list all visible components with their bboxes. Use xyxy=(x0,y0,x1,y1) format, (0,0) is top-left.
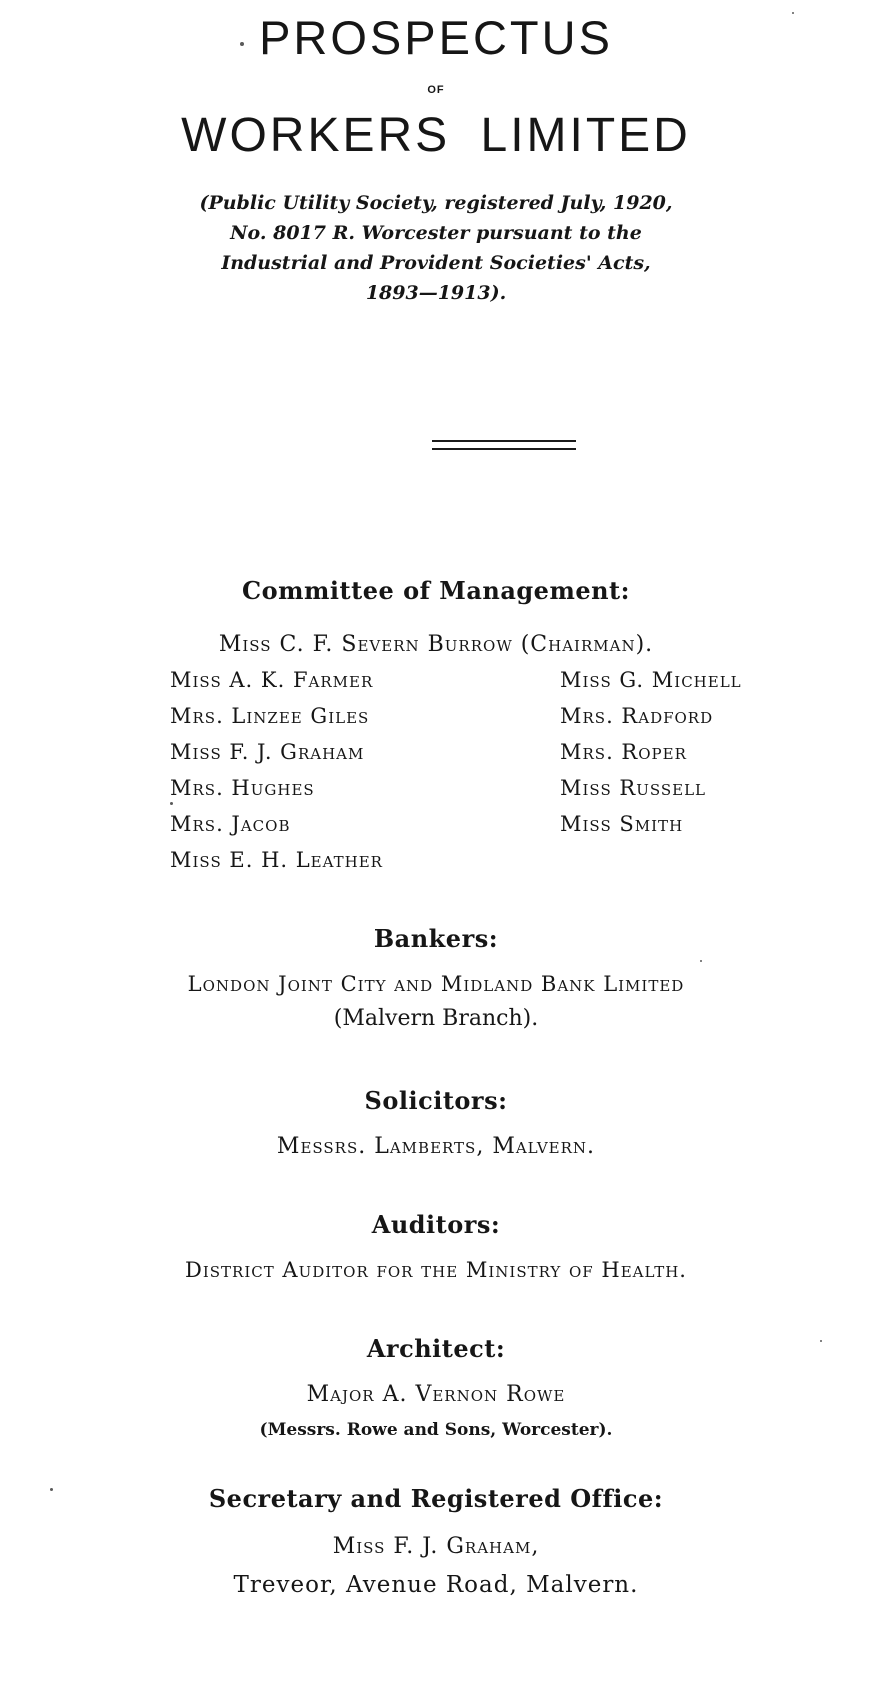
architect-name: Major A. Vernon Rowe xyxy=(306,1382,566,1407)
scan-speck xyxy=(50,1488,53,1491)
scan-speck xyxy=(240,42,244,46)
registration-line-2: No. 8017 R. Worcester pursuant to the xyxy=(230,222,642,244)
double-rule-bottom xyxy=(432,448,576,450)
committee-member: Miss E. H. Leather xyxy=(170,848,383,872)
solicitors-name: Messrs. Lamberts, Malvern. xyxy=(276,1134,596,1159)
bankers-branch: (Malvern Branch). xyxy=(333,1006,539,1031)
scan-speck xyxy=(170,802,173,805)
committee-member: Mrs. Radford xyxy=(560,704,714,728)
title-of: OF xyxy=(427,84,445,96)
bankers-name: London Joint City and Midland Bank Limited xyxy=(187,972,685,996)
scan-speck xyxy=(792,12,794,14)
registration-line-1: (Public Utility Society, registered July, 1920, xyxy=(199,192,673,214)
committee-member: Miss F. J. Graham xyxy=(170,740,365,764)
bankers-heading: Bankers: xyxy=(373,924,499,953)
solicitors-heading: Solicitors: xyxy=(364,1086,508,1115)
document-title: PROSPECTUS xyxy=(259,11,613,64)
committee-member: Miss G. Michell xyxy=(560,668,742,692)
committee-member: Mrs. Linzee Giles xyxy=(170,704,370,728)
registered-office-address: Treveor, Avenue Road, Malvern. xyxy=(233,1572,639,1598)
committee-member: Miss Russell xyxy=(560,776,707,800)
committee-member: Miss Smith xyxy=(560,812,684,836)
committee-member: Mrs. Jacob xyxy=(170,812,291,836)
scan-speck xyxy=(700,960,702,962)
committee-member: Miss A. K. Farmer xyxy=(170,668,374,692)
secretary-heading: Secretary and Registered Office: xyxy=(208,1484,664,1513)
architect-heading: Architect: xyxy=(366,1334,506,1363)
secretary-name: Miss F. J. Graham, xyxy=(332,1534,540,1559)
architect-firm: (Messrs. Rowe and Sons, Worcester). xyxy=(259,1420,613,1440)
auditors-heading: Auditors: xyxy=(371,1210,501,1239)
registration-line-3: Industrial and Provident Societies' Acts, xyxy=(221,252,651,274)
double-rule-top xyxy=(432,440,576,442)
committee-member: Mrs. Roper xyxy=(560,740,687,764)
registration-line-4: 1893—1913). xyxy=(365,282,507,304)
committee-member: Mrs. Hughes xyxy=(170,776,315,800)
auditors-name: District Auditor for the Ministry of Health. xyxy=(185,1258,687,1282)
organization-name: WORKERS LIMITED xyxy=(181,109,691,162)
committee-chairman: Miss C. F. Severn Burrow (Chairman). xyxy=(218,632,654,657)
committee-heading: Committee of Management: xyxy=(242,576,630,605)
scan-speck xyxy=(820,1340,822,1342)
